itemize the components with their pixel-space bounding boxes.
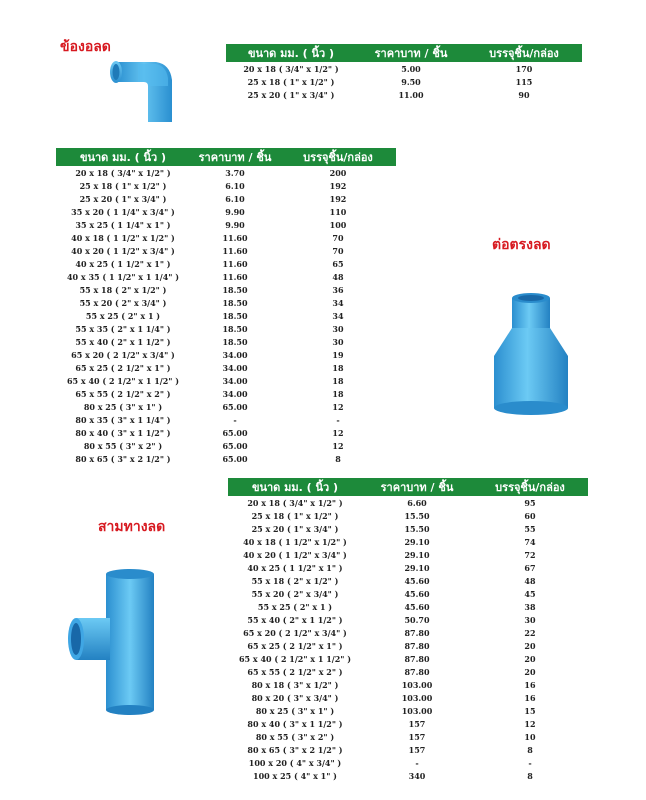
size-cell: 55 x 18 ( 2" x 1/2" ) [251,575,339,586]
price-cell: 103.00 [401,692,433,703]
size-cell: 65 x 55 ( 2 1/2" x 2" ) [247,666,343,677]
table-row [228,717,588,730]
size-cell: 65 x 20 ( 2 1/2" x 3/4" ) [71,349,175,360]
table-row [228,626,588,639]
size-cell: 65 x 25 ( 2 1/2" x 1" ) [247,640,343,651]
size-header: ขนาด มม. ( นิ้ว ) [228,478,362,496]
table-row [228,704,588,717]
pack-cell: 12 [332,427,344,438]
table-row [56,400,396,413]
pack-cell: 67 [524,562,536,573]
size-cell: 80 x 65 ( 3" x 2 1/2" ) [75,453,171,464]
size-cell: 55 x 20 ( 2" x 3/4" ) [79,297,167,308]
size-cell: 100 x 20 ( 4" x 3/4" ) [248,757,342,768]
pack-header: บรรจุชิ้น/กล่อง [466,44,582,62]
reducing-elbow-image [108,56,186,126]
pack-cell: 20 [524,666,536,677]
pack-cell: 70 [332,245,344,256]
table-row [56,296,396,309]
table-row [226,88,582,101]
price-cell: 9.90 [225,219,245,230]
table-row [228,561,588,574]
pack-cell: 48 [524,575,536,586]
table-row [56,452,396,465]
pack-cell: 30 [332,336,344,347]
price-cell: 9.90 [225,206,245,217]
price-cell: 157 [408,731,426,742]
tee-section-label: สามทางลด [98,519,166,535]
reducing-tee-image [66,566,158,716]
table-row [228,665,588,678]
price-cell: - [233,414,237,425]
table-row [228,639,588,652]
size-cell: 100 x 25 ( 4" x 1" ) [253,770,337,781]
pack-cell: 19 [332,349,344,360]
size-cell: 80 x 25 ( 3" x 1" ) [83,401,163,412]
pack-header: บรรจุชิ้น/กล่อง [280,148,396,166]
table-row [228,730,588,743]
pack-cell: 45 [524,588,536,599]
price-cell: 6.10 [225,193,245,204]
table-row [228,769,588,782]
price-cell: 87.80 [404,666,430,677]
table-row [56,348,396,361]
size-cell: 55 x 18 ( 2" x 1/2" ) [79,284,167,295]
pack-cell: - [528,757,532,768]
pack-header: บรรจุชิ้น/กล่อง [472,478,588,496]
pack-cell: 100 [329,219,347,230]
size-cell: 20 x 18 ( 3/4" x 1/2" ) [75,167,171,178]
price-cell: 5.00 [401,63,421,74]
price-cell: 11.60 [222,258,248,269]
price-cell: 34.00 [222,362,248,373]
size-cell: 25 x 20 ( 1" x 3/4" ) [79,193,167,204]
table-row [228,535,588,548]
size-header: ขนาด มม. ( นิ้ว ) [56,148,190,166]
size-cell: 40 x 18 ( 1 1/2" x 1/2" ) [71,232,175,243]
size-cell: 25 x 20 ( 1" x 3/4" ) [251,523,339,534]
table-row [228,574,588,587]
price-cell: 34.00 [222,388,248,399]
price-cell: 103.00 [401,705,433,716]
table-row [56,335,396,348]
price-cell: 29.10 [404,536,430,547]
size-cell: 35 x 20 ( 1 1/4" x 3/4" ) [71,206,175,217]
table-row [228,678,588,691]
table-row [56,192,396,205]
size-cell: 80 x 40 ( 3" x 1 1/2" ) [75,427,171,438]
pack-cell: 10 [524,731,536,742]
table-row [56,257,396,270]
price-cell: 6.10 [225,180,245,191]
size-cell: 35 x 25 ( 1 1/4" x 1" ) [75,219,171,230]
pack-cell: 18 [332,388,344,399]
pack-cell: 110 [329,206,347,217]
size-cell: 65 x 40 ( 2 1/2" x 1 1/2" ) [66,375,180,386]
reducer-coupling-image [490,292,572,418]
price-cell: 50.70 [404,614,430,625]
pack-cell: 115 [515,76,533,87]
size-cell: 55 x 35 ( 2" x 1 1/4" ) [75,323,171,334]
table-row [56,270,396,283]
pack-cell: 200 [329,167,347,178]
pack-cell: 8 [527,744,533,755]
pack-cell: 8 [335,453,341,464]
pack-cell: 20 [524,653,536,664]
table-row [228,509,588,522]
table-row [56,244,396,257]
table-row [228,496,588,509]
price-cell: 65.00 [222,453,248,464]
pack-cell: 38 [524,601,536,612]
price-cell: 15.50 [404,510,430,521]
pack-cell: 30 [332,323,344,334]
price-cell: 65.00 [222,427,248,438]
price-cell: 34.00 [222,349,248,360]
size-cell: 40 x 20 ( 1 1/2" x 3/4" ) [71,245,175,256]
size-cell: 20 x 18 ( 3/4" x 1/2" ) [243,63,339,74]
pack-cell: 12 [332,401,344,412]
size-cell: 25 x 18 ( 1" x 1/2" ) [251,510,339,521]
price-cell: 18.50 [222,336,248,347]
elbow-price-table [226,44,582,101]
table-row [56,309,396,322]
price-cell: 15.50 [404,523,430,534]
price-cell: 87.80 [404,640,430,651]
table-row [228,600,588,613]
pack-cell: 18 [332,375,344,386]
size-cell: 40 x 20 ( 1 1/2" x 3/4" ) [243,549,347,560]
table-row [228,756,588,769]
price-cell: 87.80 [404,627,430,638]
price-cell: 11.60 [222,245,248,256]
price-cell: 157 [408,744,426,755]
pack-cell: 8 [527,770,533,781]
size-cell: 55 x 25 ( 2" x 1 ) [257,601,333,612]
price-header: ราคาบาท / ชิ้น [356,44,466,62]
price-cell: 18.50 [222,284,248,295]
size-cell: 25 x 18 ( 1" x 1/2" ) [247,76,335,87]
pack-cell: 16 [524,679,536,690]
size-cell: 25 x 18 ( 1" x 1/2" ) [79,180,167,191]
size-cell: 80 x 35 ( 3" x 1 1/4" ) [75,414,171,425]
elbow-section-label: ข้องอลด [60,39,111,55]
price-cell: 9.50 [401,76,421,87]
pack-cell: - [336,414,340,425]
table-row [56,205,396,218]
size-header: ขนาด มม. ( นิ้ว ) [226,44,356,62]
table-row [56,231,396,244]
tee-price-table [228,478,588,782]
size-cell: 65 x 40 ( 2 1/2" x 1 1/2" ) [238,653,352,664]
pack-cell: 192 [329,180,347,191]
table-row [228,548,588,561]
table-row [56,322,396,335]
size-cell: 80 x 55 ( 3" x 2" ) [83,440,163,451]
table-row [56,413,396,426]
size-cell: 40 x 25 ( 1 1/2" x 1" ) [75,258,171,269]
price-cell: 157 [408,718,426,729]
pack-cell: 60 [524,510,536,521]
pack-cell: 65 [332,258,344,269]
price-cell: 45.60 [404,588,430,599]
price-cell: 18.50 [222,297,248,308]
pack-cell: 36 [332,284,344,295]
price-cell: 18.50 [222,310,248,321]
reducer-price-table [56,148,396,465]
table-row [56,374,396,387]
pack-cell: 90 [518,89,530,100]
pack-cell: 18 [332,362,344,373]
table-row [228,652,588,665]
pack-cell: 74 [524,536,536,547]
pack-cell: 72 [524,549,536,560]
pack-cell: 30 [524,614,536,625]
size-cell: 80 x 18 ( 3" x 1/2" ) [251,679,339,690]
table-row [228,743,588,756]
pack-cell: 20 [524,640,536,651]
reducer-section-label: ต่อตรงลด [492,237,551,253]
price-cell: 11.60 [222,271,248,282]
size-cell: 80 x 65 ( 3" x 2 1/2" ) [247,744,343,755]
size-cell: 65 x 20 ( 2 1/2" x 3/4" ) [243,627,347,638]
pack-cell: 12 [524,718,536,729]
size-cell: 65 x 25 ( 2 1/2" x 1" ) [75,362,171,373]
price-cell: 29.10 [404,549,430,560]
pack-cell: 16 [524,692,536,703]
size-cell: 65 x 55 ( 2 1/2" x 2" ) [75,388,171,399]
size-cell: 55 x 40 ( 2" x 1 1/2" ) [75,336,171,347]
pack-cell: 15 [524,705,536,716]
pack-cell: 192 [329,193,347,204]
price-cell: 45.60 [404,575,430,586]
price-cell: 87.80 [404,653,430,664]
table-row [56,283,396,296]
table-row [228,691,588,704]
price-cell: 18.50 [222,323,248,334]
size-cell: 55 x 40 ( 2" x 1 1/2" ) [247,614,343,625]
pack-cell: 22 [524,627,536,638]
price-header: ราคาบาท / ชิ้น [362,478,472,496]
size-cell: 55 x 25 ( 2" x 1 ) [85,310,161,321]
price-cell: 29.10 [404,562,430,573]
pack-cell: 48 [332,271,344,282]
size-cell: 40 x 35 ( 1 1/2" x 1 1/4" ) [66,271,180,282]
price-cell: 6.60 [407,497,427,508]
pack-cell: 70 [332,232,344,243]
price-cell: 65.00 [222,440,248,451]
table-row [228,522,588,535]
size-cell: 80 x 25 ( 3" x 1" ) [255,705,335,716]
price-cell: - [415,757,419,768]
table-row [226,62,582,75]
price-header: ราคาบาท / ชิ้น [190,148,280,166]
pack-cell: 12 [332,440,344,451]
size-cell: 80 x 55 ( 3" x 2" ) [255,731,335,742]
price-cell: 340 [408,770,426,781]
table-row [56,426,396,439]
size-cell: 25 x 20 ( 1" x 3/4" ) [247,89,335,100]
pack-cell: 170 [515,63,533,74]
size-cell: 80 x 40 ( 3" x 1 1/2" ) [247,718,343,729]
pack-cell: 34 [332,297,344,308]
table-row [56,439,396,452]
table-row [226,75,582,88]
price-cell: 11.00 [398,89,424,100]
price-cell: 65.00 [222,401,248,412]
pack-cell: 34 [332,310,344,321]
price-cell: 3.70 [225,167,245,178]
price-cell: 34.00 [222,375,248,386]
table-row [56,361,396,374]
table-row [56,218,396,231]
size-cell: 40 x 25 ( 1 1/2" x 1" ) [247,562,343,573]
size-cell: 40 x 18 ( 1 1/2" x 1/2" ) [243,536,347,547]
pack-cell: 55 [524,523,536,534]
table-row [56,179,396,192]
table-row [228,613,588,626]
pack-cell: 95 [524,497,536,508]
size-cell: 80 x 20 ( 3" x 3/4" ) [251,692,339,703]
table-row [56,387,396,400]
table-row [56,166,396,179]
price-cell: 11.60 [222,232,248,243]
price-cell: 103.00 [401,679,433,690]
price-cell: 45.60 [404,601,430,612]
size-cell: 20 x 18 ( 3/4" x 1/2" ) [247,497,343,508]
table-row [228,587,588,600]
size-cell: 55 x 20 ( 2" x 3/4" ) [251,588,339,599]
